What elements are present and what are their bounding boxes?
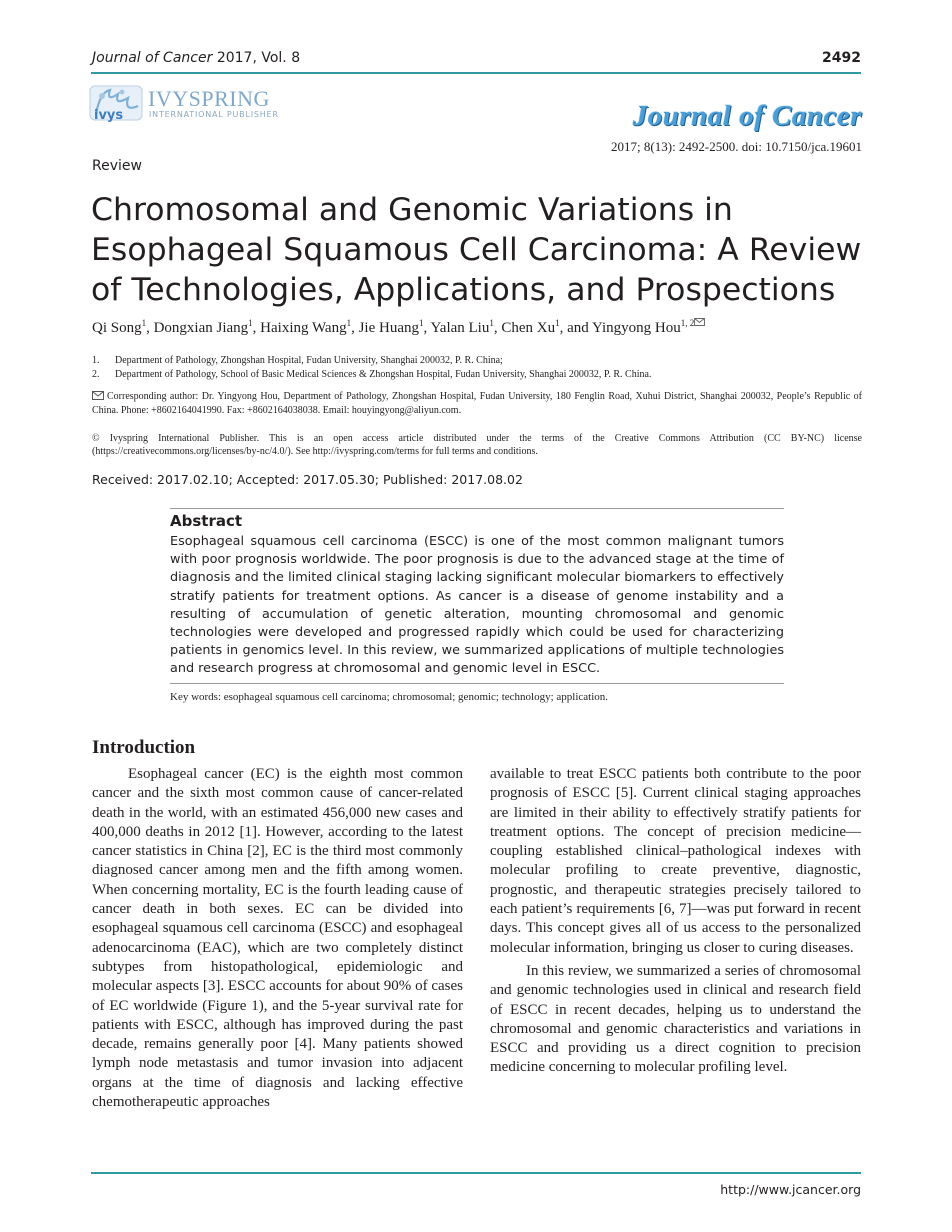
paragraph: available to treat ESCC patients both contribute to the poor prognosis of ESCC [5]. Current clinical staging approaches are limited in their ability to effectively stratify patients for treatment options. The concept of precision medicine—coupling established clinical–pathological indexes with molecular profiling to create preventive, diagnostic, prognostic, and therapeutic strategies precisely tailored to each patient’s requirements [6, 7]—was put forward in recent days. This concept gives all of us access to the personalized molecular information, bringing us closer to curing diseases. [490, 766, 861, 956]
author-name: Qi Song [92, 320, 142, 336]
publication-dates: Received: 2017.02.10; Accepted: 2017.05.30; Published: 2017.08.02 [92, 472, 523, 487]
author-affiliation-mark: 1, 2 [680, 318, 695, 328]
author-separator: , [493, 320, 502, 336]
author-affiliation-mark: 1 [555, 318, 560, 328]
footer-rule [91, 1172, 861, 1174]
left-column [92, 765, 463, 1116]
affiliation-item [92, 368, 862, 382]
abstract-box [170, 508, 784, 703]
article-type: Review [92, 158, 142, 174]
author-name: Yalan Liu [430, 320, 490, 336]
author-separator: , [351, 320, 359, 336]
author-name: Jie Huang [358, 320, 419, 336]
affiliation-number: 1. [92, 355, 100, 366]
journal-logo: Journal of Cancer [632, 100, 862, 132]
license-note: © Ivyspring International Publisher. This is an open access article distributed under the terms of the Creative Commons Attribution (CC BY-NC) license (https://creativecommons.org/licenses/by-nc/4.0/). See http://ivyspring.com/terms for full terms and conditions. [92, 433, 862, 457]
journal-name: Journal of Cancer [92, 50, 213, 66]
abstract-bottom-rule [170, 683, 784, 684]
article-title: Chromosomal and Genomic Variations in Esophageal Squamous Cell Carcinoma: A Review of Technologies, Applications, and Prospections [91, 192, 862, 308]
affiliation-text: Department of Pathology, School of Basic Medical Sciences & Zhongshan Hospital, Fudan University, Shanghai 200032, P. R. China. [115, 369, 652, 380]
abstract-text: Esophageal squamous cell carcinoma (ESCC) is one of the most common malignant tumors with poor prognosis worldwide. The poor prognosis is due to the advanced stage at the time of diagnosis and the limited clinical staging lacking significant molecular biomarkers to effectively stratify patients for treatment options. As cancer is a disease of genome instability and a resulting of accumulation of genetic alteration, mounting chromosomal and genomic technologies were developed and progressed rapidly which could be used for characterizing patients in genomics level. In this review, we summarized applications of multiple technologies and research progress at chromosomal and genomic level in ESCC. [170, 534, 784, 677]
author-affiliation-mark: 1 [248, 318, 253, 328]
envelope-icon [92, 391, 104, 400]
author-name: Chen Xu [501, 320, 556, 336]
author-name: Haixing Wang [260, 320, 347, 336]
envelope-icon [694, 318, 705, 326]
footer-url[interactable]: http://www.jcancer.org [720, 1182, 861, 1197]
affiliation-text: Department of Pathology, Zhongshan Hospital, Fudan University, Shanghai 200032, P. R. China; [115, 355, 503, 366]
keywords: Key words: esophageal squamous cell carcinoma; chromosomal; genomic; technology; application. [170, 690, 609, 703]
abstract-top-rule [170, 508, 784, 509]
publisher-subtitle: INTERNATIONAL PUBLISHER [149, 110, 279, 119]
affiliation-number: 2. [92, 369, 100, 380]
right-column [490, 765, 861, 1082]
affiliation-item [92, 354, 862, 368]
publisher-name: IVYSPRING [148, 86, 270, 111]
ivy-leaf-icon [88, 84, 148, 126]
corresponding-text: Corresponding author: Dr. Yingyong Hou, Department of Pathology, Zhongshan Hospital, Fudan University, 180 Fenglin Road, Xuhui District, Shanghai 200032, People’s Republic of China. Phone: +8602164041990. Fax: +8602164038038. Email: houyingyong@aliyun.com. [92, 391, 862, 416]
paragraph: Esophageal cancer (EC) is the eighth most common cancer and the sixth most common cause of cancer-related death in the world, with an estimated 456,000 new cases and 400,000 deaths in 2012 [1]. However, according to the latest cancer statistics in China [2], EC is the third most commonly diagnosed cancer among men and the fifth among women. When concerning mortality, EC is the fourth leading cause of cancer death in both sexes. EC can be divided into esophageal squamous cell carcinoma (ESCC) and esophageal adenocarcinoma (EAC), which are two completely distinct subtypes from histopathological, epidemiologic and molecular aspects [3]. ESCC accounts for about 90% of cases of EC worldwide (Figure 1), and the 5-year survival rate for patients with ESCC, although has improved during the past decade, remains generally poor [4]. Many patients showed lymph node metastasis and tumor invasion into adjacent organs at the time of diagnosis and lacking effective chemotherapeutic approaches [92, 766, 463, 1111]
author-separator: , and [559, 320, 592, 336]
corresponding-author [92, 390, 862, 418]
author-affiliation-mark: 1 [141, 318, 147, 328]
author-separator: , [252, 320, 261, 336]
header-rule [91, 72, 861, 74]
author-separator: , [146, 320, 154, 336]
journal-volume: 2017, Vol. 8 [216, 50, 301, 66]
author-affiliation-mark: 1 [346, 318, 352, 328]
page-number: 2492 [822, 50, 861, 66]
author-affiliation-mark: 1 [419, 318, 424, 328]
citation: 2017; 8(13): 2492-2500. doi: 10.7150/jca.19601 [611, 139, 862, 154]
running-head [92, 50, 300, 66]
affiliations [92, 354, 862, 382]
logo-lettering: ivys [94, 108, 124, 123]
author-name: Dongxian Jiang [153, 320, 249, 336]
section-heading-introduction: Introduction [92, 737, 196, 758]
abstract-heading: Abstract [170, 512, 243, 530]
author-separator: , [423, 320, 431, 336]
paragraph: In this review, we summarized a series of chromosomal and genomic technologies used in clinical and research field of ESCC in recent decades, helping us to understand the chromosomal and genomic characteristics and variations in ESCC and providing us a direct cognition to precision medicine concerning to molecular profiling level. [490, 962, 861, 1076]
author-name: Yingyong Hou [591, 320, 681, 336]
author-affiliation-mark: 1 [489, 318, 494, 328]
author-list [92, 318, 872, 337]
